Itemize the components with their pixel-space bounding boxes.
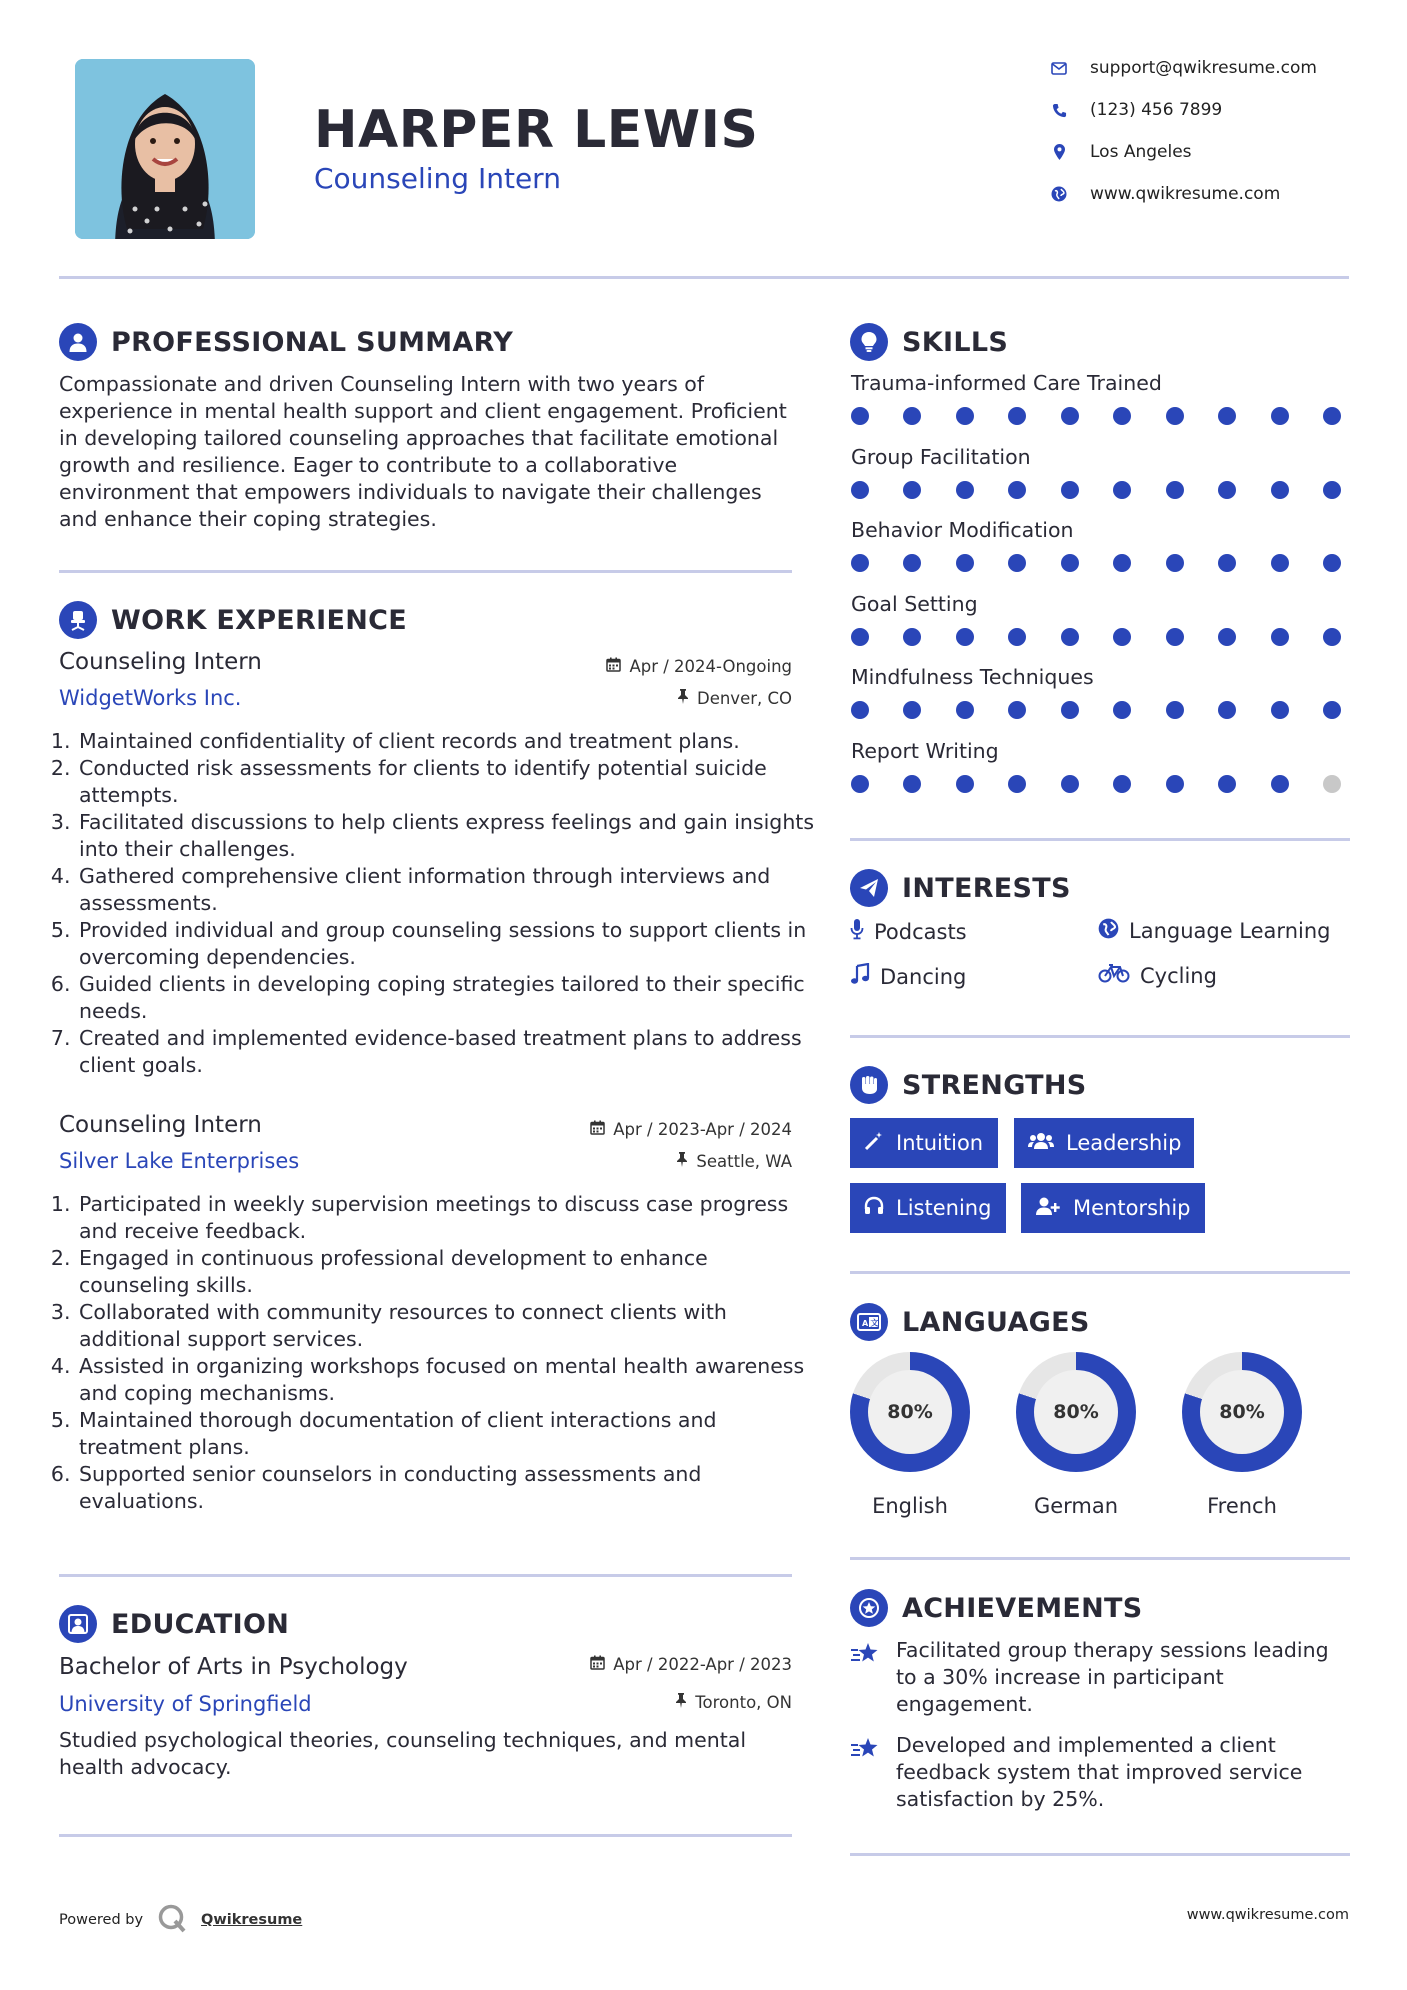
profile-photo (75, 59, 255, 239)
rating-dot-filled (1218, 701, 1236, 719)
envelope-icon (1050, 59, 1068, 77)
paper-plane-icon (850, 869, 888, 907)
rating-dot-filled (1271, 481, 1289, 499)
language-progress-ring (850, 1352, 970, 1472)
skill-rating (851, 701, 1341, 719)
rating-dot-filled (1323, 554, 1341, 572)
skill-row (851, 445, 1351, 519)
job-2-title: Counseling Intern (59, 1112, 262, 1138)
skill-rating (851, 407, 1341, 425)
rating-dot-filled (851, 775, 869, 793)
rating-dot-filled (1061, 481, 1079, 499)
language-name: French (1207, 1494, 1277, 1518)
strength-label: Intuition (896, 1131, 984, 1155)
rating-dot-filled (956, 554, 974, 572)
job-2-duty: 5. Maintained thorough documentation of client interactions and treatment plans. (77, 1407, 817, 1461)
job-1-duties (59, 728, 817, 1079)
achievement-item (850, 1637, 1350, 1718)
language-percent: 80% (868, 1370, 952, 1454)
rating-dot-empty (1323, 775, 1341, 793)
rating-dot-filled (1218, 407, 1236, 425)
rating-dot-filled (1218, 775, 1236, 793)
chair-icon (59, 601, 97, 639)
summary-text: Compassionate and driven Counseling Intern with two years of experience in mental health support and client engagement. Proficient in developing tailored counseling approaches that facilitate emotional growth and resilience. Eager to contribute to a collaborative environment that empowers individuals to navigate their challenges and enhance their coping strategies. (59, 372, 787, 531)
job-2-company: Silver Lake Enterprises (59, 1149, 300, 1173)
strength-intuition (850, 1118, 998, 1168)
job-1-location (500, 689, 792, 708)
job-1-duty: 6. Guided clients in developing coping strategies tailored to their specific needs. (77, 971, 817, 1025)
job-2-duty: 6. Supported senior counselors in conducting assessments and evaluations. (77, 1461, 817, 1515)
rating-dot-filled (1166, 554, 1184, 572)
language-name: English (872, 1494, 948, 1518)
job-2-date-text: Apr / 2023-Apr / 2024 (613, 1120, 792, 1139)
rating-dot-filled (956, 481, 974, 499)
education-description: Studied psychological theories, counseling techniques, and mental health advocacy. (59, 1728, 747, 1779)
rating-dot-filled (1061, 701, 1079, 719)
education-title: EDUCATION (111, 1608, 290, 1640)
interest-label: Cycling (1140, 963, 1217, 988)
phone-icon (1050, 101, 1068, 119)
job-1-date-text: Apr / 2024-Ongoing (629, 657, 792, 676)
education-date-text: Apr / 2022-Apr / 2023 (613, 1655, 792, 1674)
rating-dot-filled (1008, 407, 1026, 425)
rating-dot-filled (956, 701, 974, 719)
footer-url[interactable]: www.qwikresume.com (1186, 1907, 1349, 1923)
rating-dot-filled (1271, 701, 1289, 719)
rating-dot-filled (903, 554, 921, 572)
strength-label: Leadership (1066, 1131, 1182, 1155)
header-divider (59, 276, 1349, 279)
calendar-icon (590, 1655, 605, 1674)
rating-dot-filled (956, 628, 974, 646)
contact-website-text: www.qwikresume.com (1090, 184, 1281, 204)
rating-dot-filled (1218, 554, 1236, 572)
skill-name: Trauma-informed Care Trained (851, 371, 1162, 395)
skills-divider (850, 838, 1350, 841)
rating-dot-filled (1061, 407, 1079, 425)
language-progress-ring (1182, 1352, 1302, 1472)
interest-label: Podcasts (874, 919, 967, 944)
strength-listening (850, 1183, 1006, 1233)
user-plus-icon (1035, 1196, 1061, 1221)
interest-label: Language Learning (1129, 919, 1331, 943)
education-divider (59, 1834, 792, 1837)
skill-row (851, 518, 1351, 592)
strengths-title: STRENGTHS (902, 1069, 1087, 1101)
job-2-duty: 2. Engaged in continuous professional development to enhance counseling skills. (77, 1245, 817, 1299)
education-heading (59, 1605, 289, 1643)
pushpin-icon (675, 1693, 687, 1712)
rating-dot-filled (1113, 701, 1131, 719)
interest-label: Dancing (880, 964, 967, 989)
interests-divider (850, 1035, 1350, 1038)
shooting-star-icon (850, 1736, 882, 1813)
rating-dot-filled (1113, 628, 1131, 646)
job-2-duty: 1. Participated in weekly supervision meetings to discuss case progress and receive feedback. (77, 1191, 817, 1245)
strength-leadership (1014, 1118, 1194, 1168)
work-title: WORK EXPERIENCE (111, 604, 407, 636)
achievements-heading (850, 1589, 1143, 1627)
education-degree: Bachelor of Arts in Psychology (59, 1654, 408, 1680)
rating-dot-filled (956, 407, 974, 425)
job-1-duty: 2. Conducted risk assessments for clients to identify potential suicide attempts. (77, 755, 817, 809)
job-2-location (500, 1152, 792, 1171)
rating-dot-filled (1218, 481, 1236, 499)
contact-phone-text: (123) 456 7899 (1090, 100, 1223, 120)
achievement-text: Facilitated group therapy sessions leading to a 30% increase in participant engagement. (896, 1638, 1329, 1716)
graduate-icon (59, 1605, 97, 1643)
job-1-company: WidgetWorks Inc. (59, 686, 242, 710)
microphone-icon (850, 918, 864, 945)
achievement-item (850, 1732, 1350, 1813)
job-1-duty: 1. Maintained confidentiality of client records and treatment plans. (77, 728, 817, 755)
language-percent: 80% (1200, 1370, 1284, 1454)
rating-dot-filled (851, 481, 869, 499)
rating-dot-filled (1166, 407, 1184, 425)
rating-dot-filled (903, 628, 921, 646)
contact-email-text: support@qwikresume.com (1090, 58, 1317, 78)
rating-dot-filled (903, 481, 921, 499)
language-name: German (1033, 1494, 1119, 1518)
job-2-duty: 3. Collaborated with community resources to connect clients with additional support services. (77, 1299, 817, 1353)
strength-mentorship (1021, 1183, 1205, 1233)
language-percent: 80% (1034, 1370, 1118, 1454)
rating-dot-filled (851, 701, 869, 719)
job-2-date (500, 1120, 792, 1139)
rating-dot-filled (1113, 407, 1131, 425)
skill-rating (851, 481, 1341, 499)
rating-dot-filled (1166, 481, 1184, 499)
languages-heading (850, 1303, 1090, 1341)
star-badge-icon (850, 1589, 888, 1627)
contact-location-text: Los Angeles (1090, 142, 1192, 162)
rating-dot-filled (1323, 701, 1341, 719)
achievement-text: Developed and implemented a client feedback system that improved service satisfaction by 25%. (896, 1733, 1303, 1811)
interest-dancing (850, 963, 966, 990)
skill-name: Group Facilitation (851, 444, 1031, 469)
achievements-title: ACHIEVEMENTS (902, 1592, 1143, 1624)
job-1-date (500, 657, 792, 676)
contact-website[interactable] (1050, 184, 1350, 204)
summary-title: PROFESSIONAL SUMMARY (111, 326, 514, 358)
education-school: University of Springfield (59, 1692, 312, 1716)
rating-dot-filled (1113, 481, 1131, 499)
rating-dot-filled (1166, 628, 1184, 646)
rating-dot-filled (1008, 554, 1026, 572)
language-item (996, 1352, 1156, 1518)
strengths-heading (850, 1066, 1087, 1104)
language-progress-ring (1016, 1352, 1136, 1472)
calendar-icon (590, 1120, 605, 1139)
rating-dot-filled (1166, 701, 1184, 719)
work-heading (59, 601, 407, 639)
contact-phone[interactable] (1050, 100, 1350, 120)
skill-rating (851, 775, 1341, 793)
svg-text:A: A (862, 1319, 869, 1328)
interests-heading (850, 869, 1071, 907)
rating-dot-filled (1061, 554, 1079, 572)
magic-wand-icon (864, 1131, 884, 1156)
skill-row (851, 371, 1351, 445)
users-icon (1028, 1131, 1054, 1156)
contact-email[interactable] (1050, 58, 1350, 78)
globe-icon (1050, 185, 1068, 203)
fist-icon (850, 1066, 888, 1104)
rating-dot-filled (903, 775, 921, 793)
summary-heading (59, 323, 513, 361)
language-icon (850, 1303, 888, 1341)
rating-dot-filled (1323, 628, 1341, 646)
rating-dot-filled (1008, 775, 1026, 793)
lightbulb-icon (850, 323, 888, 361)
language-item (830, 1352, 990, 1518)
rating-dot-filled (1323, 481, 1341, 499)
skill-row (851, 592, 1351, 666)
skill-row (851, 665, 1351, 739)
job-2-duty: 4. Assisted in organizing workshops focused on mental health awareness and coping mechanisms. (77, 1353, 817, 1407)
qwikresume-logo-icon (157, 1903, 187, 1937)
bicycle-icon (1098, 963, 1130, 988)
languages-title: LANGUAGES (902, 1306, 1090, 1338)
svg-text:文: 文 (870, 1318, 879, 1328)
job-1-duty: 3. Facilitated discussions to help clients express feelings and gain insights into their challenges. (77, 809, 817, 863)
calendar-icon (606, 657, 621, 676)
languages-divider (850, 1557, 1350, 1560)
candidate-name: HARPER LEWIS (314, 100, 759, 160)
rating-dot-filled (956, 775, 974, 793)
interest-language-learning (1098, 918, 1330, 944)
skill-name: Report Writing (851, 738, 999, 763)
strength-label: Mentorship (1073, 1196, 1191, 1220)
education-date (500, 1655, 792, 1674)
job-2-duties (59, 1191, 817, 1515)
rating-dot-filled (1008, 481, 1026, 499)
skill-rating (851, 628, 1341, 646)
strengths-divider (850, 1271, 1350, 1274)
footer-powered-by (59, 1903, 302, 1937)
rating-dot-filled (1113, 775, 1131, 793)
skill-rating (851, 554, 1341, 572)
strength-label: Listening (896, 1196, 992, 1220)
rating-dot-filled (1166, 775, 1184, 793)
rating-dot-filled (851, 407, 869, 425)
globe-icon (1098, 918, 1119, 944)
job-2-location-text: Seattle, WA (696, 1152, 792, 1171)
work-divider (59, 1574, 792, 1577)
rating-dot-filled (1008, 701, 1026, 719)
pushpin-icon (677, 689, 689, 708)
rating-dot-filled (1323, 407, 1341, 425)
interest-cycling (1098, 963, 1217, 988)
rating-dot-filled (1271, 407, 1289, 425)
achievements-divider (850, 1853, 1350, 1856)
education-location (500, 1693, 792, 1712)
interest-podcasts (850, 918, 967, 945)
summary-divider (59, 570, 792, 573)
music-note-icon (850, 963, 870, 990)
job-1-location-text: Denver, CO (696, 689, 792, 708)
rating-dot-filled (851, 628, 869, 646)
map-pin-icon (1050, 143, 1068, 161)
rating-dot-filled (1061, 628, 1079, 646)
skill-name: Goal Setting (851, 591, 978, 616)
candidate-role: Counseling Intern (314, 162, 561, 195)
headphones-icon (864, 1196, 884, 1221)
interests-title: INTERESTS (902, 872, 1071, 904)
rating-dot-filled (903, 701, 921, 719)
qwikresume-link[interactable]: Qwikresume (201, 1912, 303, 1928)
skills-heading (850, 323, 1008, 361)
language-item (1162, 1352, 1322, 1518)
rating-dot-filled (1061, 775, 1079, 793)
job-1-duty: 7. Created and implemented evidence-based treatment plans to address client goals. (77, 1025, 817, 1079)
rating-dot-filled (1271, 554, 1289, 572)
skill-name: Behavior Modification (851, 518, 1074, 542)
shooting-star-icon (850, 1641, 882, 1718)
education-location-text: Toronto, ON (695, 1693, 792, 1712)
job-1-duty: 5. Provided individual and group counseling sessions to support clients in overcoming dependencies. (77, 917, 817, 971)
rating-dot-filled (1271, 775, 1289, 793)
skills-title: SKILLS (902, 326, 1009, 358)
rating-dot-filled (1008, 628, 1026, 646)
user-icon (59, 323, 97, 361)
rating-dot-filled (1271, 628, 1289, 646)
powered-by-text: Powered by (59, 1912, 144, 1928)
job-1-duty: 4. Gathered comprehensive client information through interviews and assessments. (77, 863, 817, 917)
job-1-title: Counseling Intern (59, 649, 262, 675)
rating-dot-filled (1218, 628, 1236, 646)
pushpin-icon (676, 1152, 688, 1171)
rating-dot-filled (1113, 554, 1131, 572)
skill-row (851, 739, 1351, 813)
rating-dot-filled (851, 554, 869, 572)
rating-dot-filled (903, 407, 921, 425)
skill-name: Mindfulness Techniques (851, 665, 1094, 689)
skills-list (851, 371, 1351, 812)
contact-location (1050, 142, 1350, 162)
